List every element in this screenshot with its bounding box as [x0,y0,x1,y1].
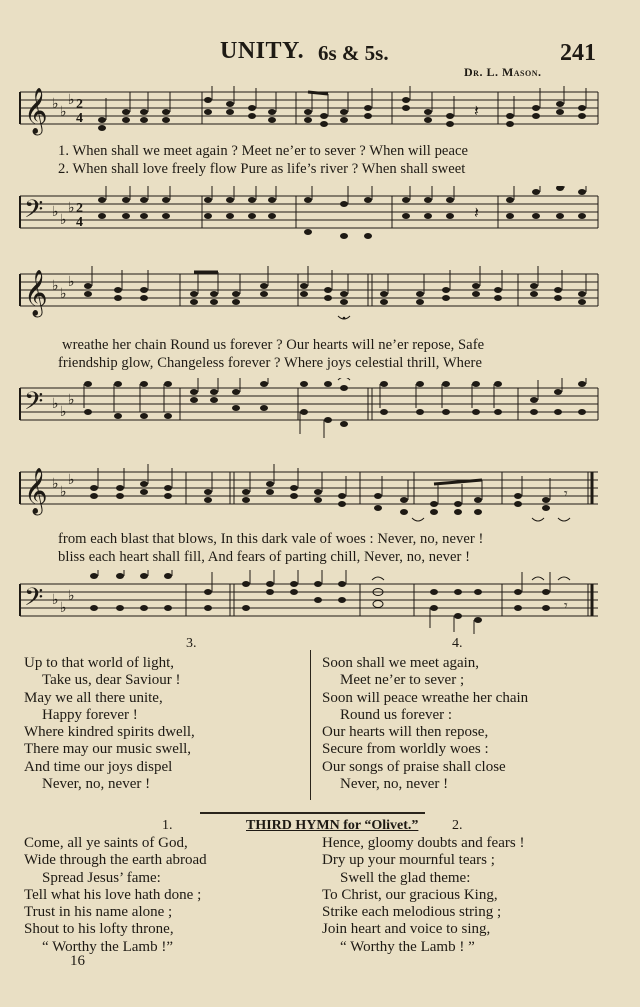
verse-line: Secure from worldly woes : [322,741,489,758]
verse-line: And time our joys dispel [24,758,173,775]
verse-line: Trust in his name alone ; [24,904,173,921]
lyric-line-s1-v1: 1. When shall we meet again ? Meet ne’er to sever ? When will peace [58,143,469,159]
stanza-3-number: 3. [186,636,197,651]
svg-text:♭: ♭ [68,473,75,488]
svg-text:𝄾: 𝄾 [564,487,568,502]
verse-line: Shout to his lofty throne, [24,921,174,938]
verse-line: Strike each melodious string ; [322,904,502,921]
hymn-meter: 6s & 5s. [318,41,389,65]
treble-staff-system-2 [18,266,600,330]
verse-line: Spread Jesus’ fame: [42,869,161,886]
verse-line: “ Worthy the Lamb !” [42,938,173,955]
bass-staff-system-1 [18,186,600,250]
svg-text:♭: ♭ [68,589,75,604]
svg-text:𝄢: 𝄢 [24,196,44,229]
svg-text:4: 4 [76,215,83,230]
lyric-line-s2-v2: friendship glow, Changeless forever ? Where joys celestial thrill, Where [58,355,482,371]
svg-text:𝄞: 𝄞 [24,88,48,133]
svg-text:♭: ♭ [52,477,59,492]
svg-text:♭: ♭ [52,279,59,294]
lyric-line-s2-v1: wreathe her chain Round us forever ? Our hearts will ne’er repose, Safe [62,337,485,353]
verse-line: Hence, gloomy doubts and fears ! [322,835,525,851]
verse-line: May we all there unite, [24,689,163,706]
lyric-line-s3-v2: bliss each heart shall fill, And fears of parting chill, Never, no, never ! [58,549,471,565]
svg-text:♭: ♭ [60,485,67,500]
svg-text:2: 2 [76,97,83,112]
svg-text:𝄾: 𝄾 [564,599,568,614]
stanza-4-number: 4. [452,636,463,651]
verse-line: Never, no, never ! [42,776,151,793]
verse-line: Our hearts will then repose, [322,724,489,741]
bass-staff-system-3 [18,570,600,634]
verse-line: “ Worthy the Lamb ! ” [340,938,475,955]
verse-line: Up to that world of light, [24,655,174,671]
verse-line: Where kindred spirits dwell, [24,724,195,741]
hymn-title: UNITY. [220,38,305,64]
treble-staff-system-1 [18,86,600,150]
svg-text:𝄢: 𝄢 [24,388,44,421]
svg-text:2: 2 [76,201,83,216]
svg-text:𝄽: 𝄽 [474,103,479,120]
svg-text:♭: ♭ [52,97,59,112]
verse-line: There may our music swell, [24,741,192,758]
verse-line: Soon will peace wreathe her chain [322,689,529,706]
svg-text:♭: ♭ [68,93,75,108]
verse-line: Happy forever ! [42,706,138,723]
svg-text:♭: ♭ [60,105,67,120]
page-number: 241 [560,40,596,66]
verse-line: Join heart and voice to sing, [322,921,491,938]
svg-text:♭: ♭ [60,287,67,302]
svg-text:♭: ♭ [52,205,59,220]
svg-text:♭: ♭ [52,593,59,608]
svg-text:♭: ♭ [68,275,75,290]
lyric-line-s3-v1: from each blast that blows, In this dark vale of woes : Never, no, never ! [58,531,484,547]
svg-text:♭: ♭ [60,213,67,228]
stanza-4 [322,655,528,793]
svg-text:𝄢: 𝄢 [24,584,44,617]
verse-line: Round us forever : [340,706,453,723]
svg-text:♭: ♭ [68,201,75,216]
verse-line: Soon shall we meet again, [322,655,480,671]
verse-line: Swell the glad theme: [340,869,471,886]
column-divider [310,650,311,800]
svg-text:𝄞: 𝄞 [24,270,48,315]
verse-line: Come, all ye saints of God, [24,835,188,851]
third-hymn-stanza-2 [322,835,524,956]
verse-line: To Christ, our gracious King, [322,886,498,903]
verse-line: Take us, dear Saviour ! [42,672,181,689]
third-hymn-right-number: 2. [452,818,463,833]
verse-line: Dry up your mournful tears ; [322,852,495,869]
svg-text:♭: ♭ [60,601,67,616]
stanza-3 [24,655,195,793]
section-rule [200,812,425,814]
verse-line: Wide through the earth abroad [24,852,207,869]
svg-text:4: 4 [76,111,83,126]
composer-credit: Dr. L. Mason. [464,65,542,79]
svg-text:𝄞: 𝄞 [24,468,48,513]
third-hymn-left-number: 1. [162,818,173,833]
verse-line: Our songs of praise shall close [322,758,506,775]
svg-text:♭: ♭ [60,405,67,420]
lyric-line-s1-v2: 2. When shall love freely flow Pure as life’s river ? When shall sweet [58,161,466,177]
bass-staff-system-2 [18,378,600,442]
third-hymn-heading: THIRD HYMN for “Olivet.” [246,818,419,833]
svg-text:𝄽: 𝄽 [474,205,479,222]
verse-line: Never, no, never ! [340,776,449,793]
treble-staff-system-3 [18,458,600,522]
svg-text:♭: ♭ [68,393,75,408]
verse-line: Tell what his love hath done ; [24,886,202,903]
svg-text:♭: ♭ [52,397,59,412]
verse-line: Meet ne’er to sever ; [340,672,465,689]
printer-signature: 16 [70,953,85,969]
third-hymn-stanza-1 [24,835,207,956]
